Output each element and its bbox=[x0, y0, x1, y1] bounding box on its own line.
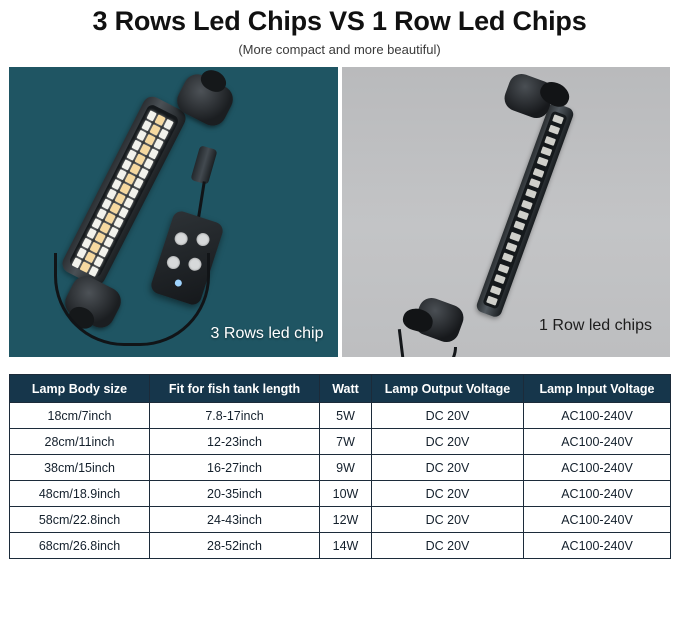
cell-output-voltage: DC 20V bbox=[372, 481, 524, 507]
power-cord-single-curve bbox=[394, 347, 457, 357]
lamp-tube-single bbox=[474, 101, 574, 319]
controller-button-1[interactable] bbox=[173, 231, 189, 247]
cell-output-voltage: DC 20V bbox=[372, 429, 524, 455]
cell-lamp-body-size: 38cm/15inch bbox=[10, 455, 150, 481]
col-header-watt: Watt bbox=[320, 375, 372, 403]
controller-button-2[interactable] bbox=[195, 231, 211, 247]
table-row bbox=[10, 455, 671, 481]
comparison-panels bbox=[9, 67, 670, 357]
power-jack bbox=[190, 145, 217, 185]
table-row bbox=[10, 403, 671, 429]
three-row-lamp-illustration bbox=[49, 85, 279, 300]
cell-input-voltage: AC100-240V bbox=[524, 533, 671, 559]
cell-tank-length: 7.8-17inch bbox=[150, 403, 320, 429]
power-cord bbox=[54, 253, 210, 346]
cell-input-voltage: AC100-240V bbox=[524, 481, 671, 507]
spec-table-wrapper bbox=[9, 374, 670, 559]
cell-tank-length: 16-27inch bbox=[150, 455, 320, 481]
table-row bbox=[10, 429, 671, 455]
cell-output-voltage: DC 20V bbox=[372, 403, 524, 429]
cell-watt: 14W bbox=[320, 533, 372, 559]
panel-one-row bbox=[342, 67, 671, 357]
cell-watt: 12W bbox=[320, 507, 372, 533]
cell-tank-length: 28-52inch bbox=[150, 533, 320, 559]
header bbox=[0, 0, 679, 58]
page-subtitle: (More compact and more beautiful) bbox=[238, 42, 441, 57]
cell-input-voltage: AC100-240V bbox=[524, 403, 671, 429]
cell-tank-length: 20-35inch bbox=[150, 481, 320, 507]
table-header-row bbox=[10, 375, 671, 403]
cell-lamp-body-size: 28cm/11inch bbox=[10, 429, 150, 455]
col-header-output-voltage: Lamp Output Voltage bbox=[372, 375, 524, 403]
one-row-lamp-illustration bbox=[394, 77, 624, 357]
cell-output-voltage: DC 20V bbox=[372, 507, 524, 533]
cell-input-voltage: AC100-240V bbox=[524, 455, 671, 481]
spec-table bbox=[9, 374, 671, 559]
table-row bbox=[10, 481, 671, 507]
cell-lamp-body-size: 58cm/22.8inch bbox=[10, 507, 150, 533]
panel-left-caption: 3 Rows led chip bbox=[210, 325, 324, 342]
cell-output-voltage: DC 20V bbox=[372, 533, 524, 559]
table-row bbox=[10, 507, 671, 533]
cell-tank-length: 12-23inch bbox=[150, 429, 320, 455]
cell-input-voltage: AC100-240V bbox=[524, 429, 671, 455]
cell-lamp-body-size: 18cm/7inch bbox=[10, 403, 150, 429]
cell-watt: 10W bbox=[320, 481, 372, 507]
panel-three-row bbox=[9, 67, 338, 357]
col-header-tank-length: Fit for fish tank length bbox=[150, 375, 320, 403]
led-chip-grid bbox=[72, 108, 177, 275]
lamp-tube-single-inner bbox=[482, 110, 567, 309]
page-title: 3 Rows Led Chips VS 1 Row Led Chips bbox=[92, 6, 587, 36]
cell-watt: 9W bbox=[320, 455, 372, 481]
table-row bbox=[10, 533, 671, 559]
cell-watt: 5W bbox=[320, 403, 372, 429]
cell-lamp-body-size: 68cm/26.8inch bbox=[10, 533, 150, 559]
panel-right-caption: 1 Row led chips bbox=[539, 317, 652, 334]
cell-output-voltage: DC 20V bbox=[372, 455, 524, 481]
cell-tank-length: 24-43inch bbox=[150, 507, 320, 533]
col-header-lamp-body-size: Lamp Body size bbox=[10, 375, 150, 403]
cell-input-voltage: AC100-240V bbox=[524, 507, 671, 533]
cell-lamp-body-size: 48cm/18.9inch bbox=[10, 481, 150, 507]
cell-watt: 7W bbox=[320, 429, 372, 455]
col-header-input-voltage: Lamp Input Voltage bbox=[524, 375, 671, 403]
